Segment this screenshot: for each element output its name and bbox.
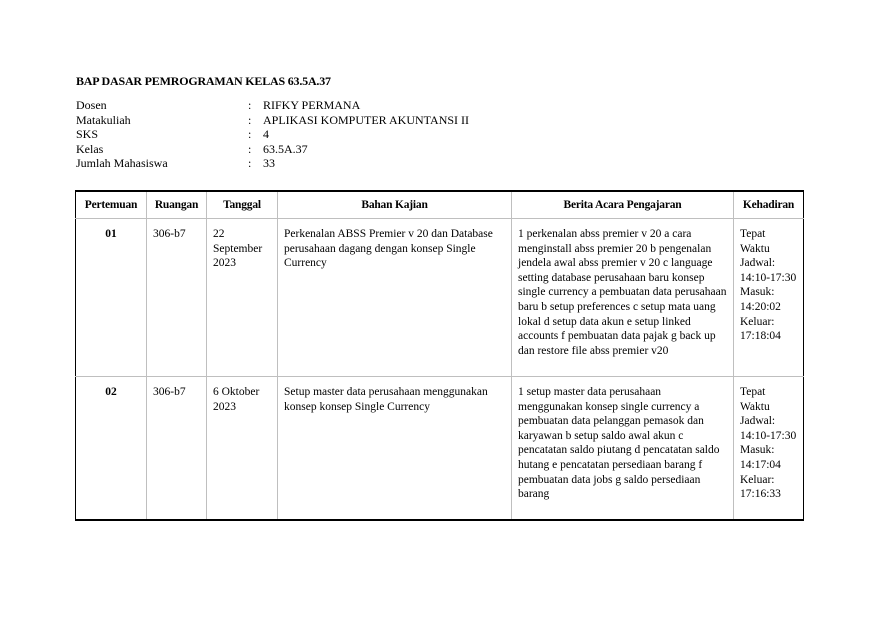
info-label: SKS — [76, 127, 99, 141]
info-row-sks — [76, 127, 469, 142]
info-separator: : — [248, 156, 252, 170]
info-separator: : — [248, 127, 252, 141]
info-value-jumlah-mahasiswa: 33 — [263, 156, 275, 170]
info-label: Matakuliah — [76, 112, 131, 127]
table-header-row — [76, 191, 804, 219]
info-label: Jumlah Mahasiswa — [76, 156, 168, 170]
info-separator: : — [248, 112, 252, 127]
cell-tanggal: 22 September 2023 — [207, 219, 278, 377]
cell-kehadiran: Tepat Waktu Jadwal: 14:10-17:30 Masuk: 14:20:02 Keluar: 17:18:04 — [734, 219, 804, 377]
header-pertemuan: Pertemuan — [76, 191, 147, 219]
cell-bahan-kajian: Setup master data perusahaan menggunakan konsep konsep Single Currency — [278, 377, 512, 521]
info-row-kelas — [76, 142, 469, 157]
document-title: BAP DASAR PEMROGRAMAN KELAS 63.5A.37 — [76, 74, 331, 88]
cell-ruangan: 306-b7 — [147, 377, 207, 521]
info-value-kelas: 63.5A.37 — [263, 141, 308, 156]
header-berita-acara: Berita Acara Pengajaran — [512, 191, 734, 219]
table-row — [76, 377, 804, 521]
info-label: Dosen — [76, 98, 107, 112]
cell-berita-acara: 1 setup master data perusahaan menggunakan konsep single currency a pembuatan data pelanggan pemasok dan karyawan b setup saldo awal akun c pencatatan saldo piutang d pencatatan saldo hutang e pencatatan persediaan barang f pembuatan data jobs g saldo persediaan barang — [512, 377, 734, 521]
header-ruangan: Ruangan — [147, 191, 207, 219]
cell-tanggal: 6 Oktober 2023 — [207, 377, 278, 521]
info-separator: : — [248, 98, 252, 112]
info-separator: : — [248, 141, 252, 156]
cell-kehadiran: Tepat Waktu Jadwal: 14:10-17:30 Masuk: 14:17:04 Keluar: 17:16:33 — [734, 377, 804, 521]
cell-pertemuan: 01 — [76, 219, 147, 377]
info-row-matakuliah — [76, 113, 469, 128]
cell-bahan-kajian: Perkenalan ABSS Premier v 20 dan Database perusahaan dagang dengan konsep Single Currency — [278, 219, 512, 377]
info-row-jumlah-mahasiswa — [76, 156, 469, 171]
table-row — [76, 219, 804, 377]
cell-ruangan: 306-b7 — [147, 219, 207, 377]
info-value-dosen: RIFKY PERMANA — [263, 98, 361, 112]
header-kehadiran: Kehadiran — [734, 191, 804, 219]
cell-pertemuan: 02 — [76, 377, 147, 521]
header-bahan-kajian: Bahan Kajian — [278, 191, 512, 219]
info-value-sks: 4 — [263, 127, 269, 141]
info-row-dosen — [76, 98, 469, 113]
course-info — [76, 98, 469, 171]
info-value-matakuliah: APLIKASI KOMPUTER AKUNTANSI II — [263, 112, 470, 127]
bap-table — [75, 190, 804, 521]
cell-berita-acara: 1 perkenalan abss premier v 20 a cara menginstall abss premier 20 b pengenalan jendela awal abss premier v 20 c language setting database perusahaan baru konsep single currency a pembuatan data perusahaan baru b setup preferences c setup mata uang lokal d setup data akun e setup linked accounts f pembuatan data pajak g back up dan restore file abss premier v20 — [512, 219, 734, 377]
header-tanggal: Tanggal — [207, 191, 278, 219]
info-label: Kelas — [76, 141, 104, 156]
